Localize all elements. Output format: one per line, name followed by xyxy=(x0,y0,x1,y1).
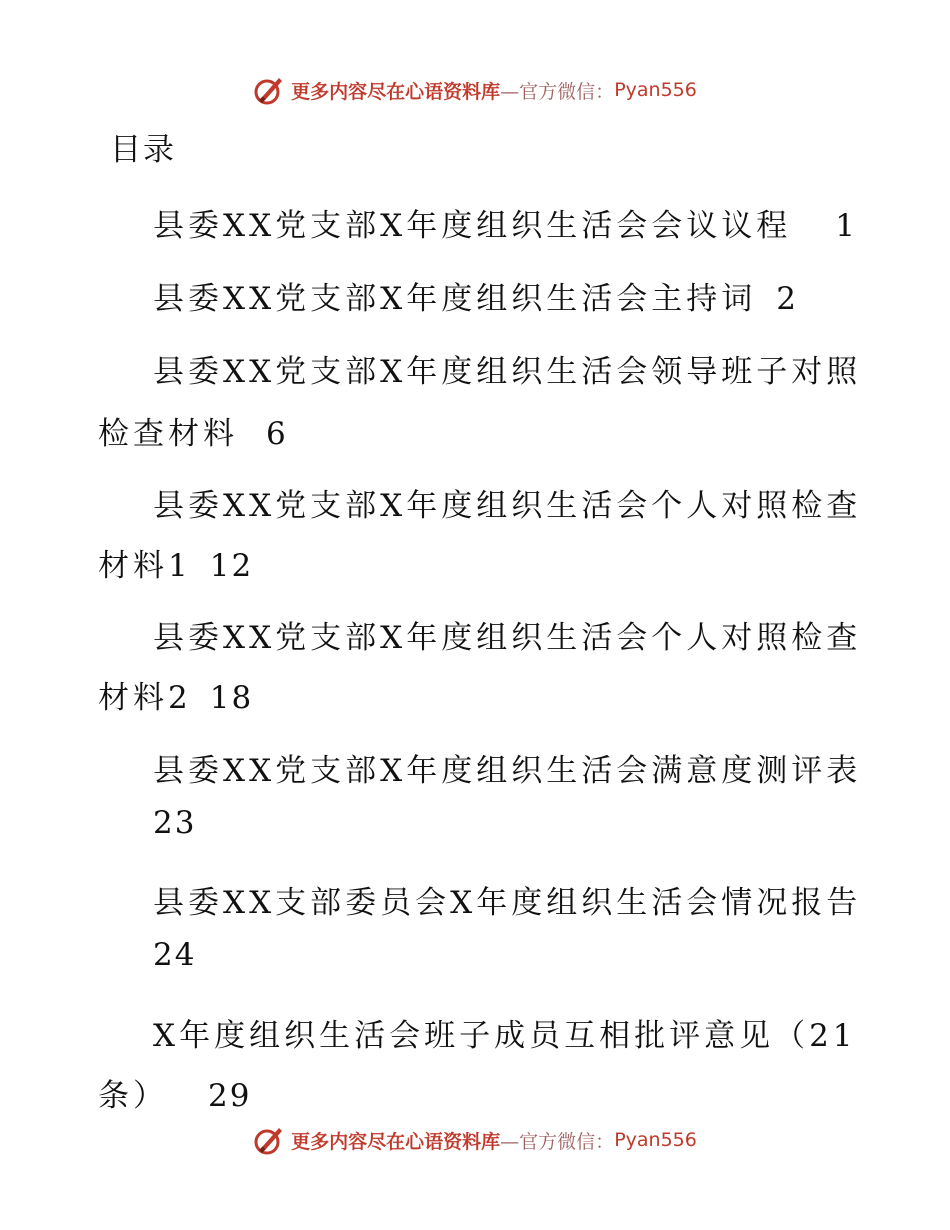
toc-entry-page: 23 xyxy=(153,805,197,841)
toc-entry-page: 18 xyxy=(209,680,254,716)
banner-text-main: 更多内容尽在心语资料库 xyxy=(291,1130,501,1153)
toc-entry-page: 6 xyxy=(266,416,288,452)
toc-entry-text: 县委XX党支部X年度组织生活会领导班子对照 xyxy=(153,354,862,390)
toc-entry-7-page[interactable] xyxy=(153,937,196,973)
toc-entry-page: 2 xyxy=(776,281,798,317)
toc-entry-page: 12 xyxy=(209,548,254,584)
toc-entry-7[interactable] xyxy=(153,877,861,922)
toc-entry-4[interactable] xyxy=(153,480,861,525)
toc-entry-text: 材料1 xyxy=(98,548,192,584)
toc-entry-text: 材料2 xyxy=(98,680,192,716)
toc-entry-3-cont[interactable] xyxy=(98,408,288,453)
banner-wechat-id: Pyan556 xyxy=(614,1129,697,1151)
toc-entry-text: 县委XX党支部X年度组织生活会个人对照检查 xyxy=(153,488,862,524)
toc-entry-6[interactable] xyxy=(153,745,861,790)
toc-entry-1[interactable] xyxy=(153,200,857,245)
toc-entry-text: 检查材料 xyxy=(98,416,238,452)
banner-wechat-id: Pyan556 xyxy=(614,79,697,101)
toc-entry-text: 县委XX党支部X年度组织生活会会议议程 xyxy=(153,208,792,244)
toc-entry-4-cont[interactable] xyxy=(98,540,253,585)
toc-entry-3[interactable] xyxy=(153,346,861,391)
toc-entry-text: 县委XX党支部X年度组织生活会主持词 xyxy=(153,281,757,317)
quill-logo-icon xyxy=(253,1124,285,1156)
toc-entry-page: 24 xyxy=(153,937,197,973)
toc-entry-text: 县委XX支部委员会X年度组织生活会情况报告 xyxy=(153,885,862,921)
footer-banner xyxy=(0,1118,950,1162)
banner-text-main: 更多内容尽在心语资料库 xyxy=(291,80,501,103)
toc-entry-5[interactable] xyxy=(153,612,861,657)
toc-entry-text: 县委XX党支部X年度组织生活会满意度测评表 xyxy=(153,753,862,789)
toc-title: 目录 xyxy=(110,132,176,168)
toc-entry-2[interactable] xyxy=(153,273,798,318)
header-banner xyxy=(0,68,950,112)
toc-entry-page: 29 xyxy=(208,1078,252,1114)
banner-text-sep: —官方微信： xyxy=(500,1130,615,1153)
banner-text-sep: —官方微信： xyxy=(500,80,615,103)
toc-entry-6-page[interactable] xyxy=(153,805,196,841)
quill-logo-icon xyxy=(253,74,285,106)
toc-entry-8-cont[interactable] xyxy=(98,1070,251,1115)
toc-entry-text: 条） xyxy=(98,1078,168,1114)
toc-entry-text: 县委XX党支部X年度组织生活会个人对照检查 xyxy=(153,620,862,656)
toc-entry-page: 1 xyxy=(835,208,857,244)
toc-entry-text: X年度组织生活会班子成员互相批评意见（21 xyxy=(153,1018,857,1054)
toc-entry-8[interactable] xyxy=(153,1010,857,1055)
toc-entry-5-cont[interactable] xyxy=(98,672,253,717)
